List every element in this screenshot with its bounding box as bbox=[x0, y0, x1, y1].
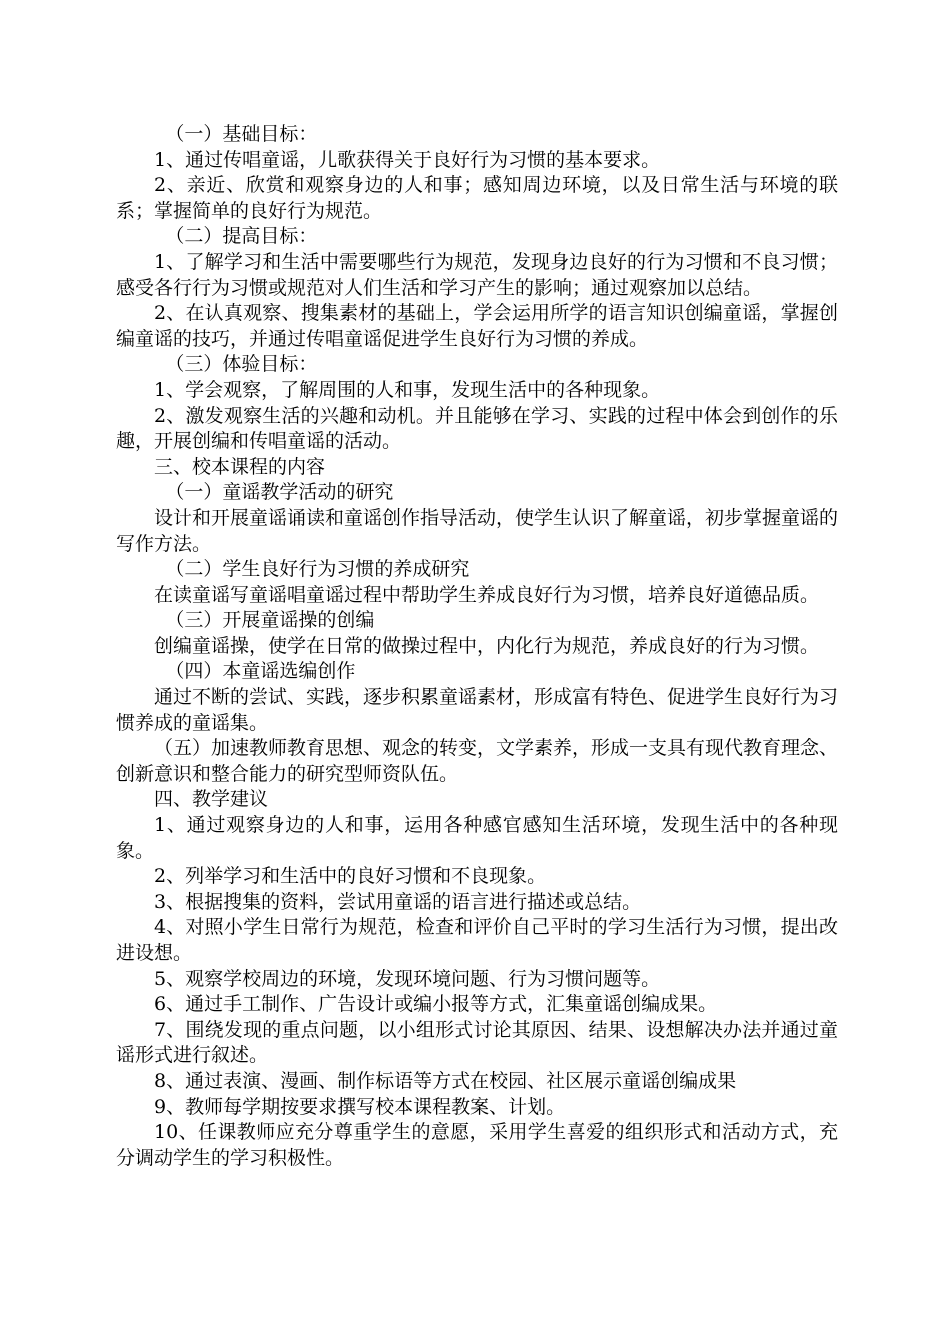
document-body bbox=[116, 122, 838, 1171]
list-item: 3、根据搜集的资料，尝试用童谣的语言进行描述或总结。 bbox=[154, 890, 642, 913]
list-item: 4、对照小学生日常行为规范，检查和评价自己平时的学习生活行为习惯，提出改进设想。 bbox=[116, 916, 838, 964]
section-title-course-content: 三、校本课程的内容 bbox=[154, 455, 326, 478]
paragraph: 2、激发观察生活的兴趣和动机。并且能够在学习、实践的过程中体会到创作的乐趣，开展创编和传唱童谣的活动。 bbox=[116, 404, 838, 453]
paragraph: 1、学会观察，了解周围的人和事，发现生活中的各种现象。 bbox=[154, 378, 661, 401]
paragraph: 在读童谣写童谣唱童谣过程中帮助学生养成良好行为习惯，培养良好道德品质。 bbox=[154, 583, 820, 606]
subsection-heading: （一）童谣教学活动的研究 bbox=[165, 481, 394, 504]
list-item: 2、列举学习和生活中的良好习惯和不良现象。 bbox=[154, 865, 547, 888]
paragraph: 1、了解学习和生活中需要哪些行为规范，发现身边良好的行为习惯和不良习惯；感受各行行为习惯或规范对人们生活和学习产生的影响；通过观察加以总结。 bbox=[116, 250, 838, 299]
subsection-heading: （四）本童谣选编创作 bbox=[165, 660, 356, 683]
paragraph: 创编童谣操，使学在日常的做操过程中，内化行为规范，养成良好的行为习惯。 bbox=[154, 634, 820, 657]
paragraph: 1、通过传唱童谣，儿歌获得关于良好行为习惯的基本要求。 bbox=[154, 148, 661, 171]
list-item: 1、通过观察身边的人和事，运用各种感官感知生活环境，发现生活中的各种现象。 bbox=[116, 814, 838, 862]
subsection-heading: （三）开展童谣操的创编 bbox=[165, 609, 375, 632]
section-title-teaching-suggestions: 四、教学建议 bbox=[154, 788, 269, 811]
list-item: 6、通过手工制作、广告设计或编小报等方式，汇集童谣创编成果。 bbox=[154, 993, 718, 1016]
section-heading-experience-goals: （三）体验目标： bbox=[165, 353, 318, 376]
paragraph: 通过不断的尝试、实践，逐步积累童谣素材，形成富有特色、促进学生良好行为习惯养成的童谣集。 bbox=[116, 686, 839, 734]
list-item: 9、教师每学期按要求撰写校本课程教案、计划。 bbox=[154, 1095, 566, 1118]
list-item: 8、通过表演、漫画、制作标语等方式在校园、社区展示童谣创编成果 bbox=[154, 1069, 737, 1092]
paragraph: （五）加速教师教育思想、观念的转变，文学素养，形成一支具有现代教育理念、创新意识和整合能力的研究型师资队伍。 bbox=[116, 737, 839, 785]
paragraph: 2、在认真观察、搜集素材的基础上，学会运用所学的语言知识创编童谣，掌握创编童谣的技巧，并通过传唱童谣促进学生良好行为习惯的养成。 bbox=[116, 302, 838, 350]
subsection-heading: （二）学生良好行为习惯的养成研究 bbox=[165, 558, 470, 581]
paragraph: 2、亲近、欣赏和观察身边的人和事；感知周边环境，以及日常生活与环境的联系；掌握简单的良好行为规范。 bbox=[116, 174, 838, 222]
section-heading-basic-goals: （一）基础目标： bbox=[165, 123, 318, 145]
paragraph: 设计和开展童谣诵读和童谣创作指导活动，使学生认识了解童谣，初步掌握童谣的写作方法。 bbox=[116, 506, 839, 555]
list-item: 10、任课教师应充分尊重学生的意愿，采用学生喜爱的组织形式和活动方式，充分调动学生的学习积极性。 bbox=[116, 1121, 838, 1169]
list-item: 7、围绕发现的重点问题，以小组形式讨论其原因、结果、设想解决办法并通过童谣形式进行叙述。 bbox=[116, 1018, 838, 1067]
list-item: 5、观察学校周边的环境，发现环境问题、行为习惯问题等。 bbox=[154, 967, 661, 990]
section-heading-advanced-goals: （二）提高目标： bbox=[165, 225, 318, 248]
